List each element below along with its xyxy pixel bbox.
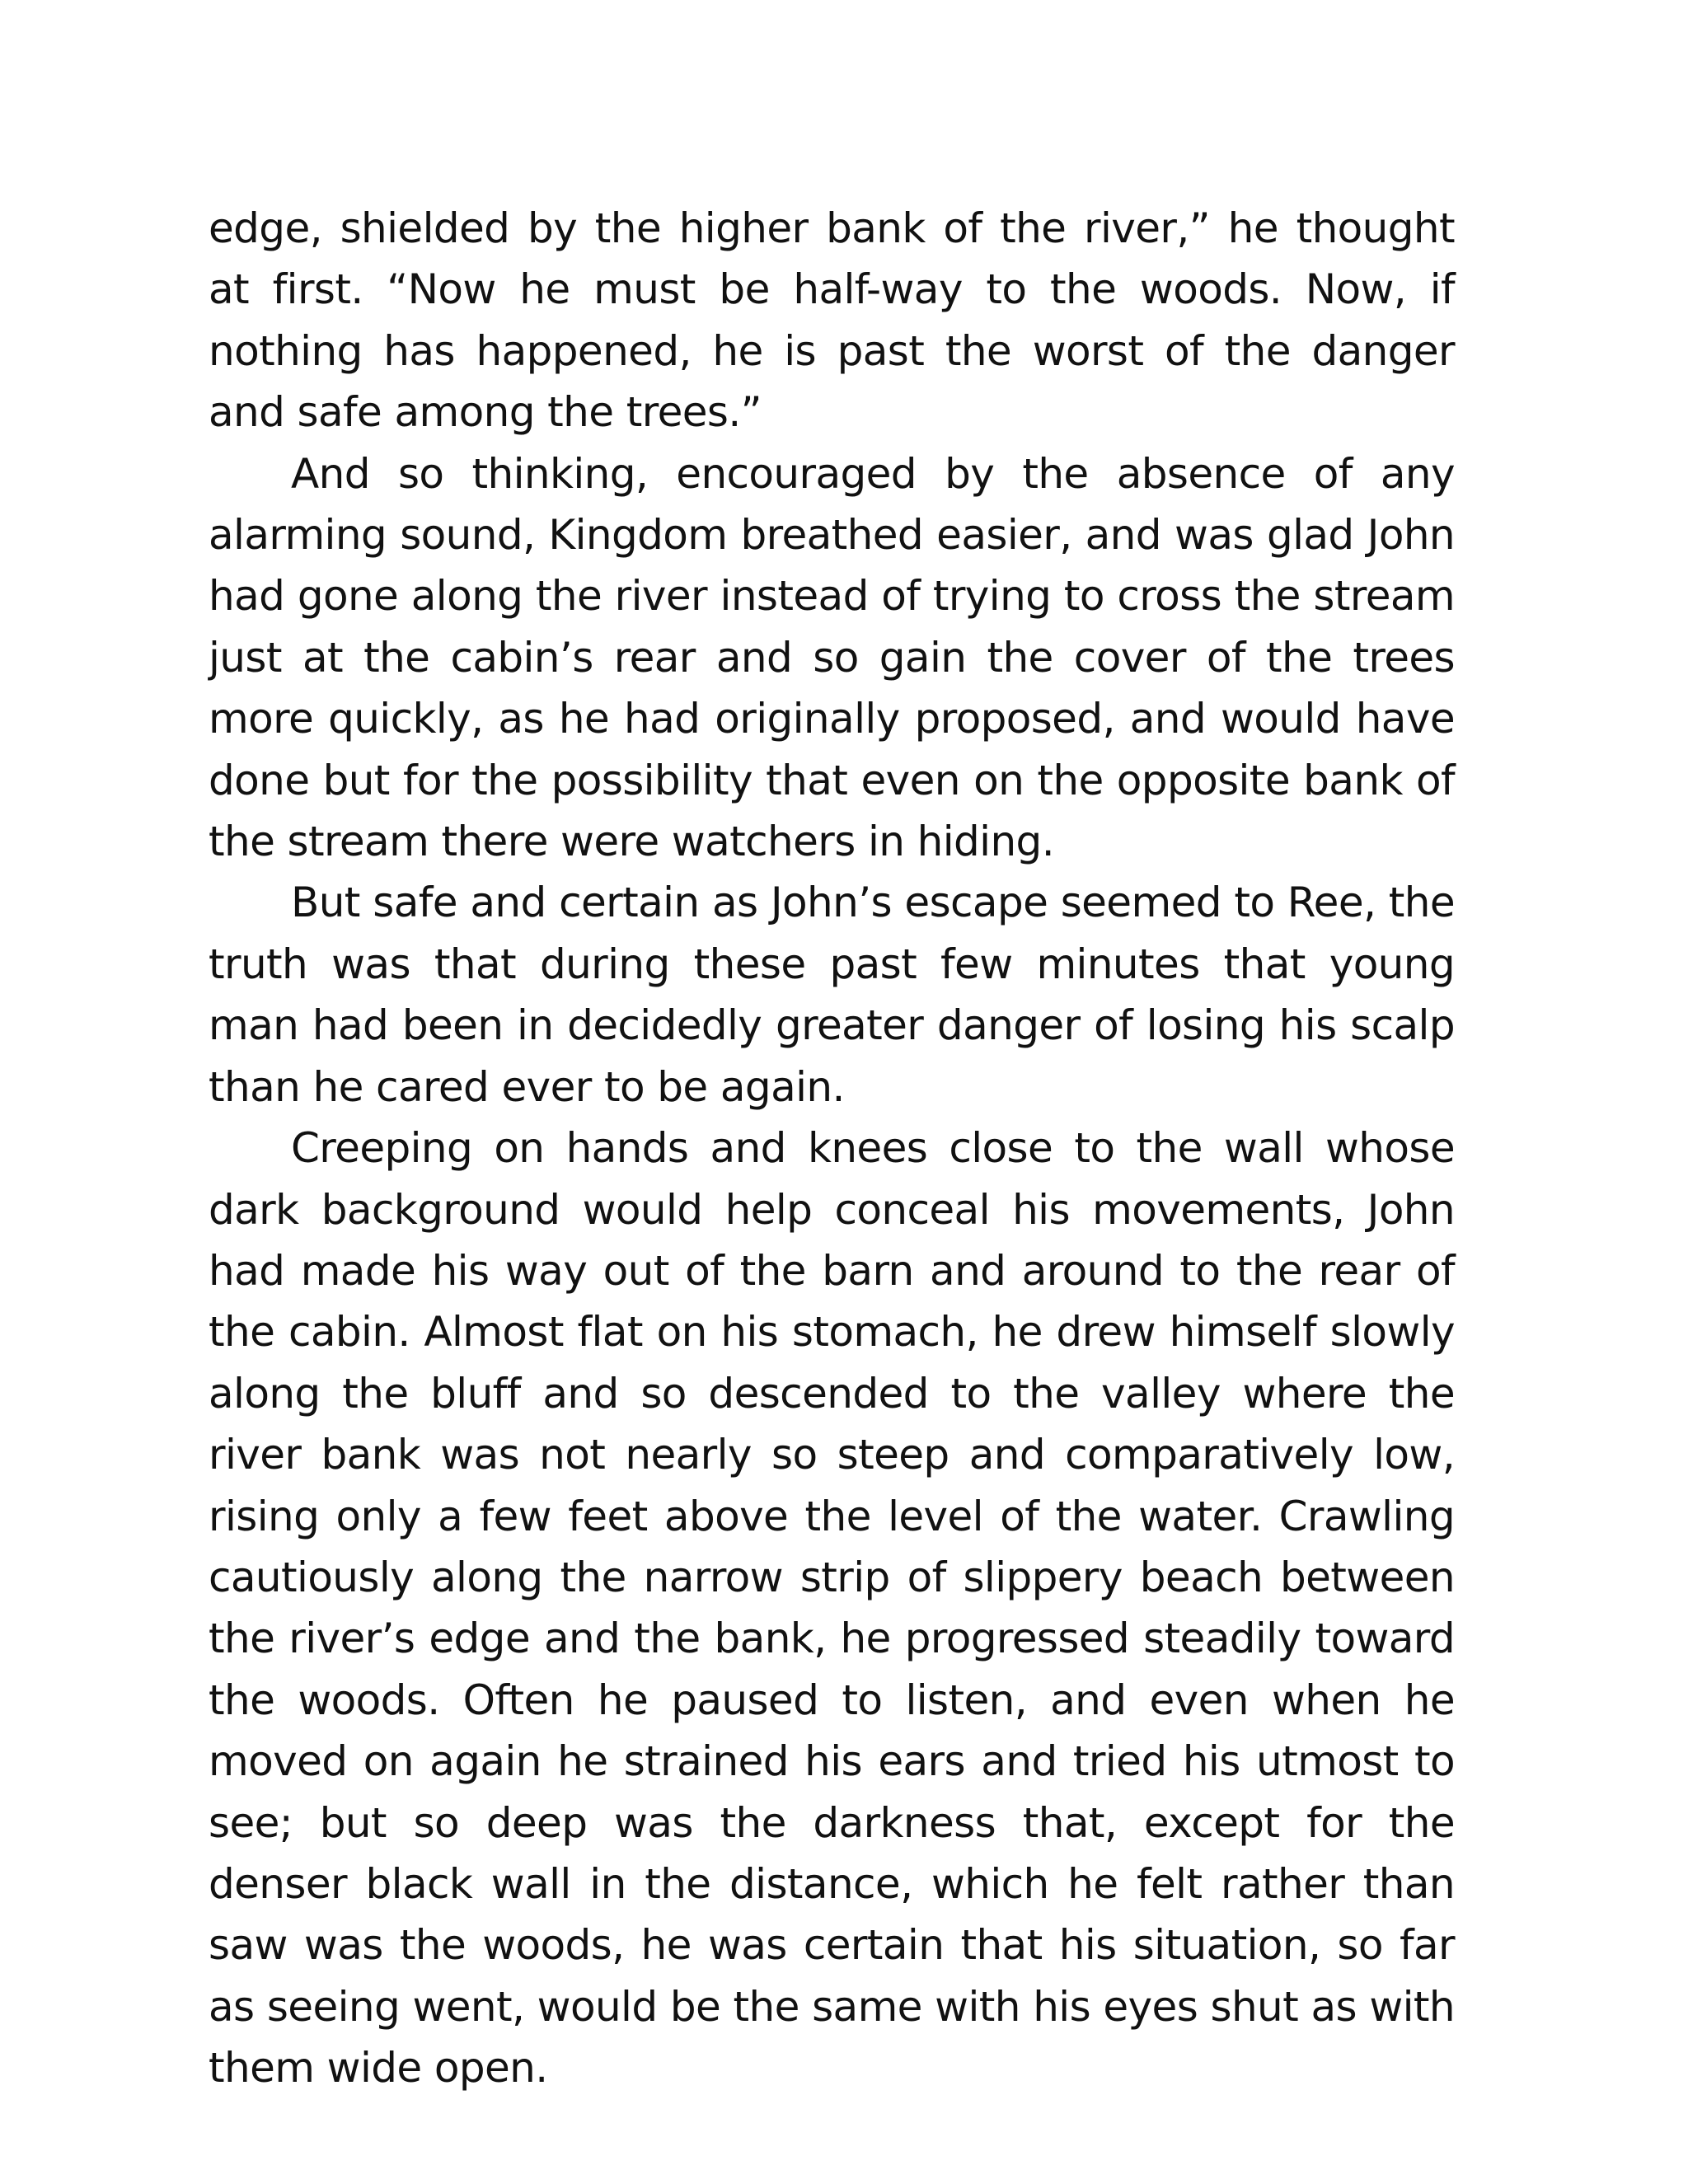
- paragraph-continuation: edge, shielded by the higher bank of the river,” he thought at first. “Now he must be half-way to the woods. Now, if nothing has happened, he is past the worst of the danger and safe among the trees.”: [209, 204, 1455, 437]
- page-text: [209, 198, 1455, 2099]
- paragraph-creeping: Creeping on hands and knees close to the wall whose dark background would help conceal his movements, John had made his way out of the barn and around to the rear of the cabin. Almost flat on his stomach, he drew himself slowly along the bluff and so descended to the valley where the river bank was not nearly so steep and comparatively low, rising only a few feet above the level of the water. Crawling cautiously along the narrow strip of slippery beach between the river’s edge and the bank, he progressed steadily toward the woods. Often he paused to listen, and even when he moved on again he strained his ears and tried his utmost to see; but so deep was the darkness that, except for the denser black wall in the distance, which he felt rather than saw was the woods, he was certain that his situation, so far as seeing went, would be the same with his eyes shut as with them wide open.: [209, 1124, 1455, 2093]
- paragraph-johns-escape: But safe and certain as John’s escape seemed to Ree, the truth was that during these past few minutes that young man had been in decidedly greater danger of losing his scalp than he cared ever to be again.: [209, 879, 1455, 1111]
- paragraph-kingdom-breathed-easier: And so thinking, encouraged by the absence of any alarming sound, Kingdom breathed easier, and was glad John had gone along the river instead of trying to cross the stream just at the cabin’s rear and so gain the cover of the trees more quickly, as he had originally proposed, and would have done but for the possibility that even on the opposite bank of the stream there were watchers in hiding.: [209, 449, 1455, 866]
